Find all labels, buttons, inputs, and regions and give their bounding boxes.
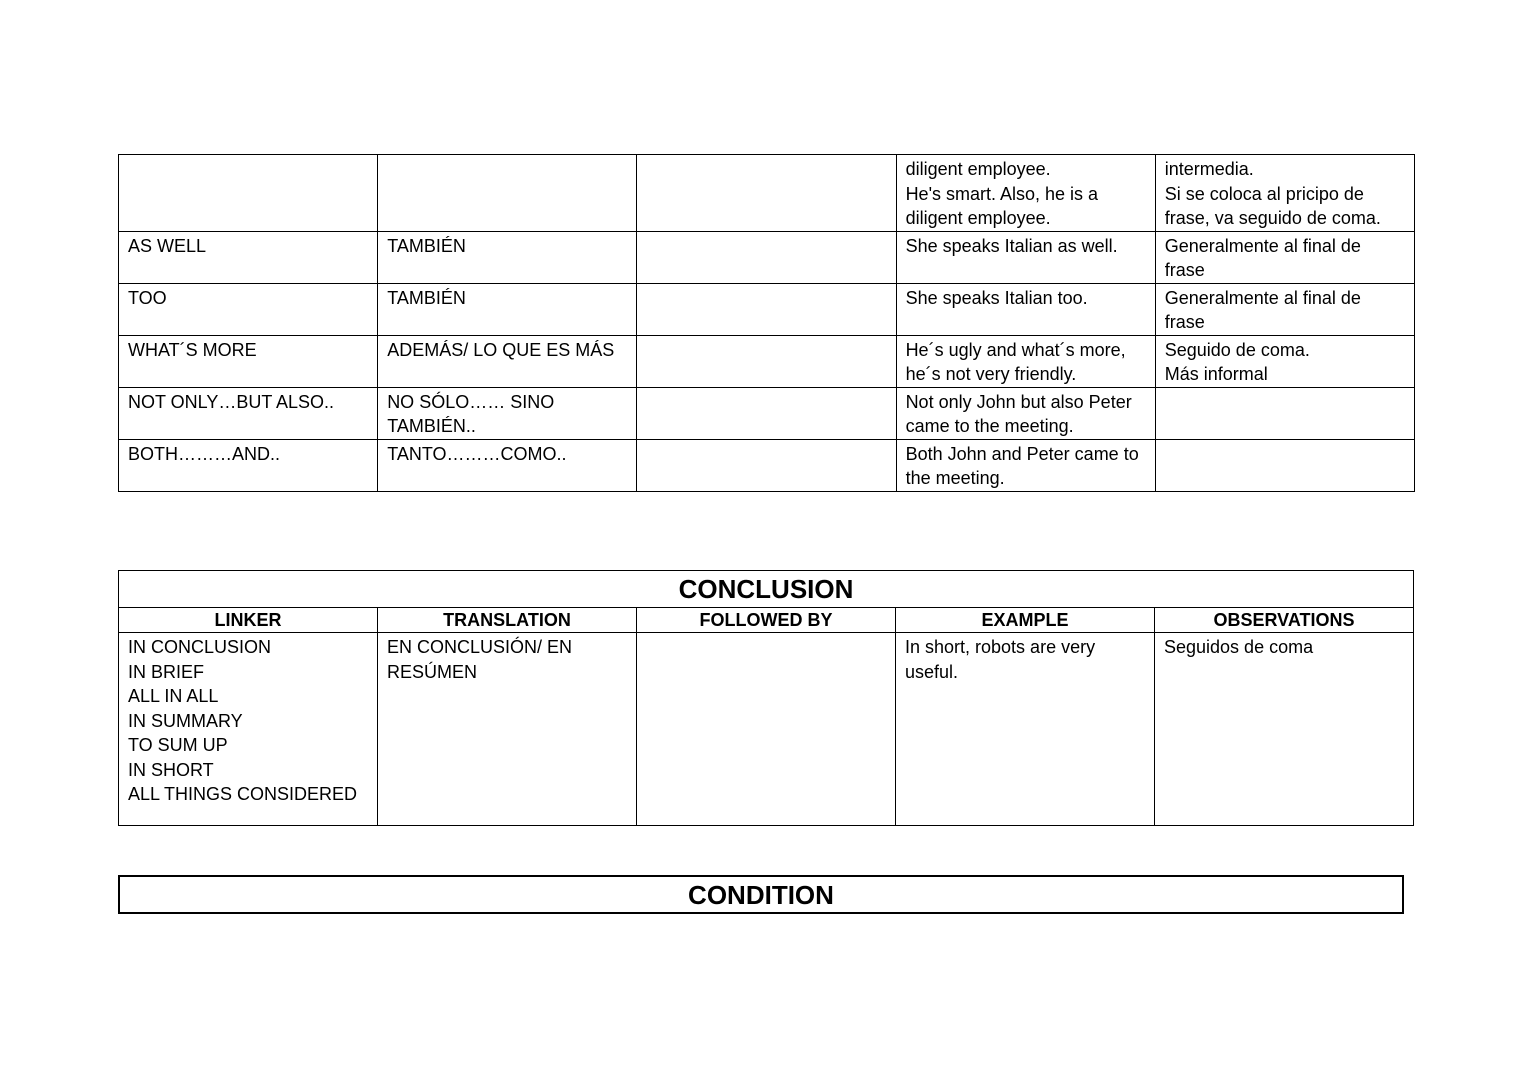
example-cell: She speaks Italian as well. xyxy=(896,231,1155,283)
linker-cell: TOO xyxy=(119,283,378,335)
followed-by-cell xyxy=(637,439,896,491)
followed-by-cell xyxy=(637,283,896,335)
linkers-addition-table xyxy=(118,154,1415,492)
observations-cell xyxy=(1155,439,1414,491)
translation-cell: ADEMÁS/ LO QUE ES MÁS xyxy=(378,335,637,387)
example-cell: In short, robots are very useful. xyxy=(896,633,1155,826)
table-row xyxy=(119,155,1415,232)
header-translation: TRANSLATION xyxy=(378,608,637,633)
table-row xyxy=(119,231,1415,283)
linker-cell: WHAT´S MORE xyxy=(119,335,378,387)
header-followed-by: FOLLOWED BY xyxy=(637,608,896,633)
linker-cell: AS WELL xyxy=(119,231,378,283)
translation-cell: TANTO………COMO.. xyxy=(378,439,637,491)
table-row xyxy=(119,439,1415,491)
example-cell: She speaks Italian too. xyxy=(896,283,1155,335)
observations-cell: Generalmente al final de frase xyxy=(1155,231,1414,283)
translation-cell: TAMBIÉN xyxy=(378,283,637,335)
translation-cell xyxy=(378,155,637,232)
followed-by-cell xyxy=(637,633,896,826)
table-row xyxy=(119,283,1415,335)
header-example: EXAMPLE xyxy=(896,608,1155,633)
table-row xyxy=(119,335,1415,387)
header-linker: LINKER xyxy=(119,608,378,633)
table-header-row xyxy=(119,608,1414,633)
observations-cell: Seguido de coma. Más informal xyxy=(1155,335,1414,387)
translation-cell: NO SÓLO…… SINO TAMBIÉN.. xyxy=(378,387,637,439)
example-cell: Not only John but also Peter came to the meeting. xyxy=(896,387,1155,439)
table-row xyxy=(119,633,1414,826)
followed-by-cell xyxy=(637,155,896,232)
observations-cell: Generalmente al final de frase xyxy=(1155,283,1414,335)
example-cell: Both John and Peter came to the meeting. xyxy=(896,439,1155,491)
section-title-conclusion: CONCLUSION xyxy=(119,571,1414,608)
linker-cell: BOTH………AND.. xyxy=(119,439,378,491)
linker-cell: IN CONCLUSION IN BRIEF ALL IN ALL IN SUMMARY TO SUM UP IN SHORT ALL THINGS CONSIDERED xyxy=(119,633,378,826)
example-cell: diligent employee. He's smart. Also, he is a diligent employee. xyxy=(896,155,1155,232)
followed-by-cell xyxy=(637,387,896,439)
header-observations: OBSERVATIONS xyxy=(1155,608,1414,633)
translation-cell: EN CONCLUSIÓN/ EN RESÚMEN xyxy=(378,633,637,826)
observations-cell: intermedia. Si se coloca al pricipo de frase, va seguido de coma. xyxy=(1155,155,1414,232)
observations-cell xyxy=(1155,387,1414,439)
followed-by-cell xyxy=(637,231,896,283)
conclusion-table xyxy=(118,570,1414,826)
table-row xyxy=(119,387,1415,439)
observations-cell: Seguidos de coma xyxy=(1155,633,1414,826)
linker-cell: NOT ONLY…BUT ALSO.. xyxy=(119,387,378,439)
example-cell: He´s ugly and what´s more, he´s not very friendly. xyxy=(896,335,1155,387)
followed-by-cell xyxy=(637,335,896,387)
section-title-condition: CONDITION xyxy=(118,875,1404,914)
linker-cell xyxy=(119,155,378,232)
translation-cell: TAMBIÉN xyxy=(378,231,637,283)
table-title-row xyxy=(119,571,1414,608)
